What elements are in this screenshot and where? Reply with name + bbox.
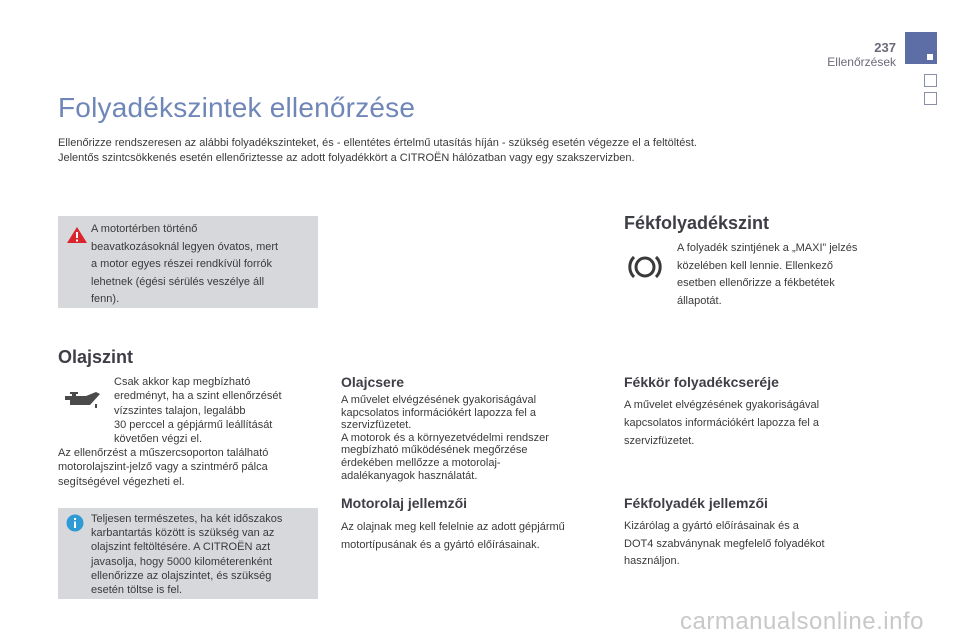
text-line: kapcsolatos információkért lapozza fel a [624, 417, 820, 429]
text-line: követően végzi el. [114, 433, 203, 446]
text-line: közelében kell lennie. Ellenkező [677, 259, 833, 272]
page-title: Folyadékszintek ellenőrzése [58, 92, 416, 123]
watermark: carmanualsonline.info [680, 608, 924, 635]
text-line: A motortérben történő [91, 223, 198, 235]
text-line: A művelet elvégzésének gyakoriságával [341, 394, 537, 406]
heading-motorolaj: Motorolaj jellemzői [341, 495, 468, 511]
info-text [91, 512, 315, 597]
chapter-tab[interactable] [924, 92, 937, 105]
warning-icon [66, 226, 88, 244]
text-line: lehetnek (égési sérülés veszélye áll [91, 275, 265, 288]
section-label: Ellenőrzések [827, 55, 896, 69]
olajszint-text-full [58, 446, 323, 489]
text-line: olajszint feltöltésére. A CITROËN azt [91, 541, 271, 554]
text-line: használjon. [624, 555, 680, 567]
text-line: állapotát. [677, 294, 722, 307]
text-line: javasolja, hogy 5000 kilométerenként [91, 555, 273, 568]
text-line: Kizárólag a gyártó előírásainak és a [624, 520, 799, 532]
fekfolyadekszint-text [677, 240, 897, 310]
text-line: A művelet elvégzésének gyakoriságával [624, 399, 820, 411]
text-line: segítségével végezheti el. [58, 475, 185, 488]
heading-olajcsere: Olajcsere [341, 374, 405, 390]
text-line: a motor egyes részei rendkívül forrók [91, 258, 272, 270]
text-line: fenn). [91, 293, 120, 305]
text-line: Teljesen természetes, ha két időszakos [91, 513, 283, 525]
text-line: esetben ellenőrizze a fékbetétek [677, 277, 835, 289]
intro-text [58, 136, 878, 166]
text-line: eredményt, ha a szint ellenőrzését [114, 390, 282, 403]
olajcsere-text [341, 394, 601, 482]
text-line: karbantartás között is szükség van az [91, 527, 275, 540]
text-line: 30 perccel a gépjármű leállítását [114, 418, 273, 431]
text-line: Az ellenőrzést a műszercsoporton található [58, 447, 269, 459]
text-line: vízszintes talajon, legalább [114, 404, 246, 417]
oil-can-icon [62, 388, 102, 410]
chapter-tab-active[interactable] [905, 32, 937, 64]
text-line: motorolajszint-jelző vagy a szintmérő pálca [58, 461, 268, 474]
text-line: esetén töltse is fel. [91, 584, 183, 597]
warning-note [58, 216, 318, 308]
text-line: szervizfüzetet. [624, 435, 695, 447]
text-line: Az olajnak meg kell felelnie az adott gépjármű [341, 521, 565, 533]
text-line: megbízható működésének megőrzése [341, 444, 528, 457]
text-line: DOT4 szabványnak megfelelő folyadékot [624, 537, 825, 550]
heading-fekfolyadek-jellemzoi: Fékfolyadék jellemzői [624, 495, 768, 511]
fekfolyadek-jellemzoi-text [624, 518, 884, 571]
heading-olajszint: Olajszint [58, 347, 134, 367]
chapter-tab[interactable] [924, 74, 937, 87]
olajszint-text [114, 375, 324, 446]
text-line: adalékanyagok használatát. [341, 469, 478, 482]
text-line: Csak akkor kap megbízható [114, 376, 251, 388]
heading-fekfolyadekszint: Fékfolyadékszint [624, 213, 770, 233]
intro-line: Ellenőrizze rendszeresen az alábbi folyadékszinteket, és - ellentétes értelmű utasítás híján - szükség esetén végezze el a feltöltést. [58, 137, 697, 149]
intro-line: Jelentős szintcsökkenés esetén ellenőriztesse az adott folyadékkört a CITROËN hálózatban vagy egy szakszervizben. [58, 152, 635, 164]
text-line: kapcsolatos információkért lapozza fel a [341, 406, 537, 419]
text-line: szervizfüzetet. [341, 419, 412, 432]
info-note [58, 508, 318, 599]
warning-text [91, 221, 313, 309]
text-line: motortípusának és a gyártó előírásainak. [341, 539, 540, 551]
page-number: 237 [874, 40, 896, 55]
brake-warning-icon [627, 252, 663, 282]
info-icon [66, 514, 84, 532]
text-line: beavatkozásoknál legyen óvatos, mert [91, 240, 279, 253]
fekkor-text [624, 396, 884, 450]
text-line: A folyadék szintjének a „MAXI” jelzés [677, 242, 858, 254]
text-line: ellenőrizze az olajszintet, és szükség [91, 569, 272, 582]
motorolaj-text [341, 518, 606, 554]
text-line: érdekében mellőzze a motorolaj- [341, 456, 501, 469]
heading-fekkor: Fékkör folyadékcseréje [624, 374, 779, 390]
text-line: A motorok és a környezetvédelmi rendszer [341, 431, 549, 444]
